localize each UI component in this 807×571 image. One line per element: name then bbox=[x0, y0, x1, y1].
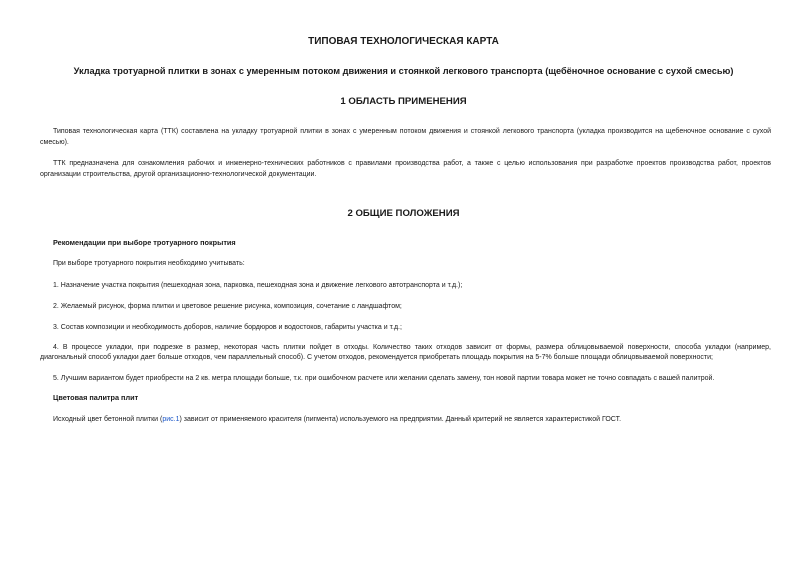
section1-heading: 1 ОБЛАСТЬ ПРИМЕНЕНИЯ bbox=[340, 96, 467, 107]
section1-paragraph2-line2: организации строительства, другой организационно-технологической документации. bbox=[40, 171, 317, 178]
recommendation-item-3: 3. Состав композиции и необходимость доборов, наличие бордюров и водостоков, габариты участка и т.д.; bbox=[53, 324, 402, 331]
recommendations-intro: При выборе тротуарного покрытия необходимо учитывать: bbox=[53, 260, 245, 267]
palette-heading: Цветовая палитра плит bbox=[53, 393, 139, 402]
recommendations-heading: Рекомендации при выборе тротуарного покрытия bbox=[53, 238, 236, 247]
section1-paragraph1-line1: Типовая технологическая карта (ТТК) составлена на укладку тротуарной плитки в зонах с умеренным потоком движения и стоянкой легкового транспорта (укладка производится на щебеночное основание с сухой bbox=[53, 128, 771, 135]
palette-text-after: ) зависит от применяемого красителя (пигмента) используемого на предприятии. Данный критерий не является характеристикой ГОСТ. bbox=[179, 416, 622, 423]
section2-heading: 2 ОБЩИЕ ПОЛОЖЕНИЯ bbox=[347, 208, 460, 219]
recommendation-item-1: 1. Назначение участка покрытия (пешеходная зона, парковка, пешеходная зона и движение легкового автотранспорта и т.д.); bbox=[53, 282, 463, 289]
section1-paragraph1-line2: смесью). bbox=[40, 139, 69, 146]
figure-1-link[interactable]: рис.1 bbox=[162, 416, 180, 423]
recommendation-item-4-line2: диагональный способ укладки дает больше отходов, чем параллельный способ). С учетом отходов, рекомендуется приобретать площадь покрытия на 5-7% больше площади облицовываемой поверхности; bbox=[40, 354, 713, 361]
recommendation-item-2: 2. Желаемый рисунок, форма плитки и цветовое решение рисунка, композиция, сочетание с ландшафтом; bbox=[53, 303, 402, 310]
recommendation-item-5: 5. Лучшим вариантом будет приобрести на 2 кв. метра площади больше, т.к. при ошибочном расчете или желании сделать замену, тон новой партии товара может не точно совпадать с вашей палитрой. bbox=[53, 375, 715, 382]
palette-text-before: Исходный цвет бетонной плитки ( bbox=[53, 416, 163, 423]
palette-paragraph bbox=[53, 414, 770, 425]
document-subtitle: Укладка тротуарной плитки в зонах с умеренным потоком движения и стоянкой легкового транспорта (щебёночное основание с сухой смесью) bbox=[73, 66, 734, 76]
section1-paragraph2-line1: ТТК предназначена для ознакомления рабочих и инженерно-технических работников с правилами производства работ, а также с целью использования при разработке проектов производства работ, проектов bbox=[53, 160, 771, 167]
document-title: ТИПОВАЯ ТЕХНОЛОГИЧЕСКАЯ КАРТА bbox=[308, 36, 499, 47]
recommendation-item-4-line1: 4. В процессе укладки, при подрезке в размер, некоторая часть плитки пойдет в отходы. Количество таких отходов зависит от формы, размера облицовываемой поверхности, способа укладки (например, bbox=[53, 344, 771, 351]
